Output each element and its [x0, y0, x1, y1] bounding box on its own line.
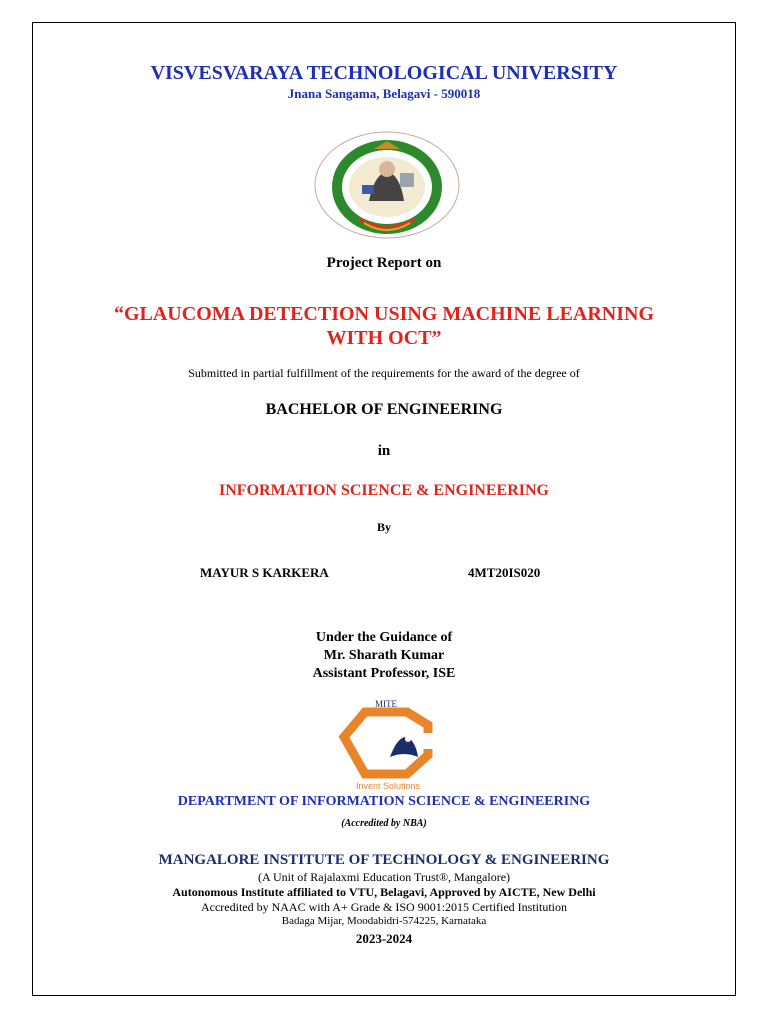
- degree-name: BACHELOR OF ENGINEERING: [265, 401, 503, 418]
- project-title: [0, 302, 768, 350]
- report-intro: Project Report on: [326, 255, 442, 271]
- by-label: By: [376, 520, 391, 534]
- academic-year: 2023-2024: [355, 931, 413, 946]
- submission-statement: Submitted in partial fulfillment of the requirements for the award of the degree of: [188, 366, 580, 380]
- project-title-line1: “GLAUCOMA DETECTION USING MACHINE LEARNING: [113, 303, 655, 325]
- logo-bottom-text: Invent Solutions: [355, 781, 421, 791]
- mite-logo-icon: [316, 697, 456, 791]
- logo-top-text: MITE: [375, 699, 397, 709]
- in-label: in: [377, 443, 391, 459]
- guide-name: Mr. Sharath Kumar: [323, 648, 445, 663]
- institute-address: Badaga Mijar, Moodabidri-574225, Karnataka: [281, 915, 487, 927]
- institute-name: MANGALORE INSTITUTE OF TECHNOLOGY & ENGINEERING: [158, 852, 610, 868]
- institute-accreditation: Accredited by NAAC with A+ Grade & ISO 9001:2015 Certified Institution: [200, 900, 568, 914]
- institute-affiliation: Autonomous Institute affiliated to VTU, Belagavi, Approved by AICTE, New Delhi: [172, 885, 596, 899]
- department-accreditation: (Accredited by NBA): [341, 818, 427, 829]
- institute-trust: (A Unit of Rajalaxmi Education Trust®, Mangalore): [257, 870, 511, 884]
- project-title-line2: WITH OCT”: [326, 327, 442, 349]
- student-name: MAYUR S KARKERA: [200, 565, 329, 580]
- student-usn: 4MT20IS020: [468, 565, 541, 580]
- vtu-seal-icon: [314, 131, 460, 239]
- guide-designation: Assistant Professor, ISE: [312, 666, 456, 681]
- university-name: VISVESVARAYA TECHNOLOGICAL UNIVERSITY: [150, 62, 618, 84]
- guidance-heading: Under the Guidance of: [315, 630, 453, 645]
- branch-name: INFORMATION SCIENCE & ENGINEERING: [219, 482, 549, 499]
- department-name: DEPARTMENT OF INFORMATION SCIENCE & ENGINEERING: [177, 794, 591, 809]
- guidance-block: [0, 629, 768, 683]
- university-address: Jnana Sangama, Belagavi - 590018: [287, 86, 481, 101]
